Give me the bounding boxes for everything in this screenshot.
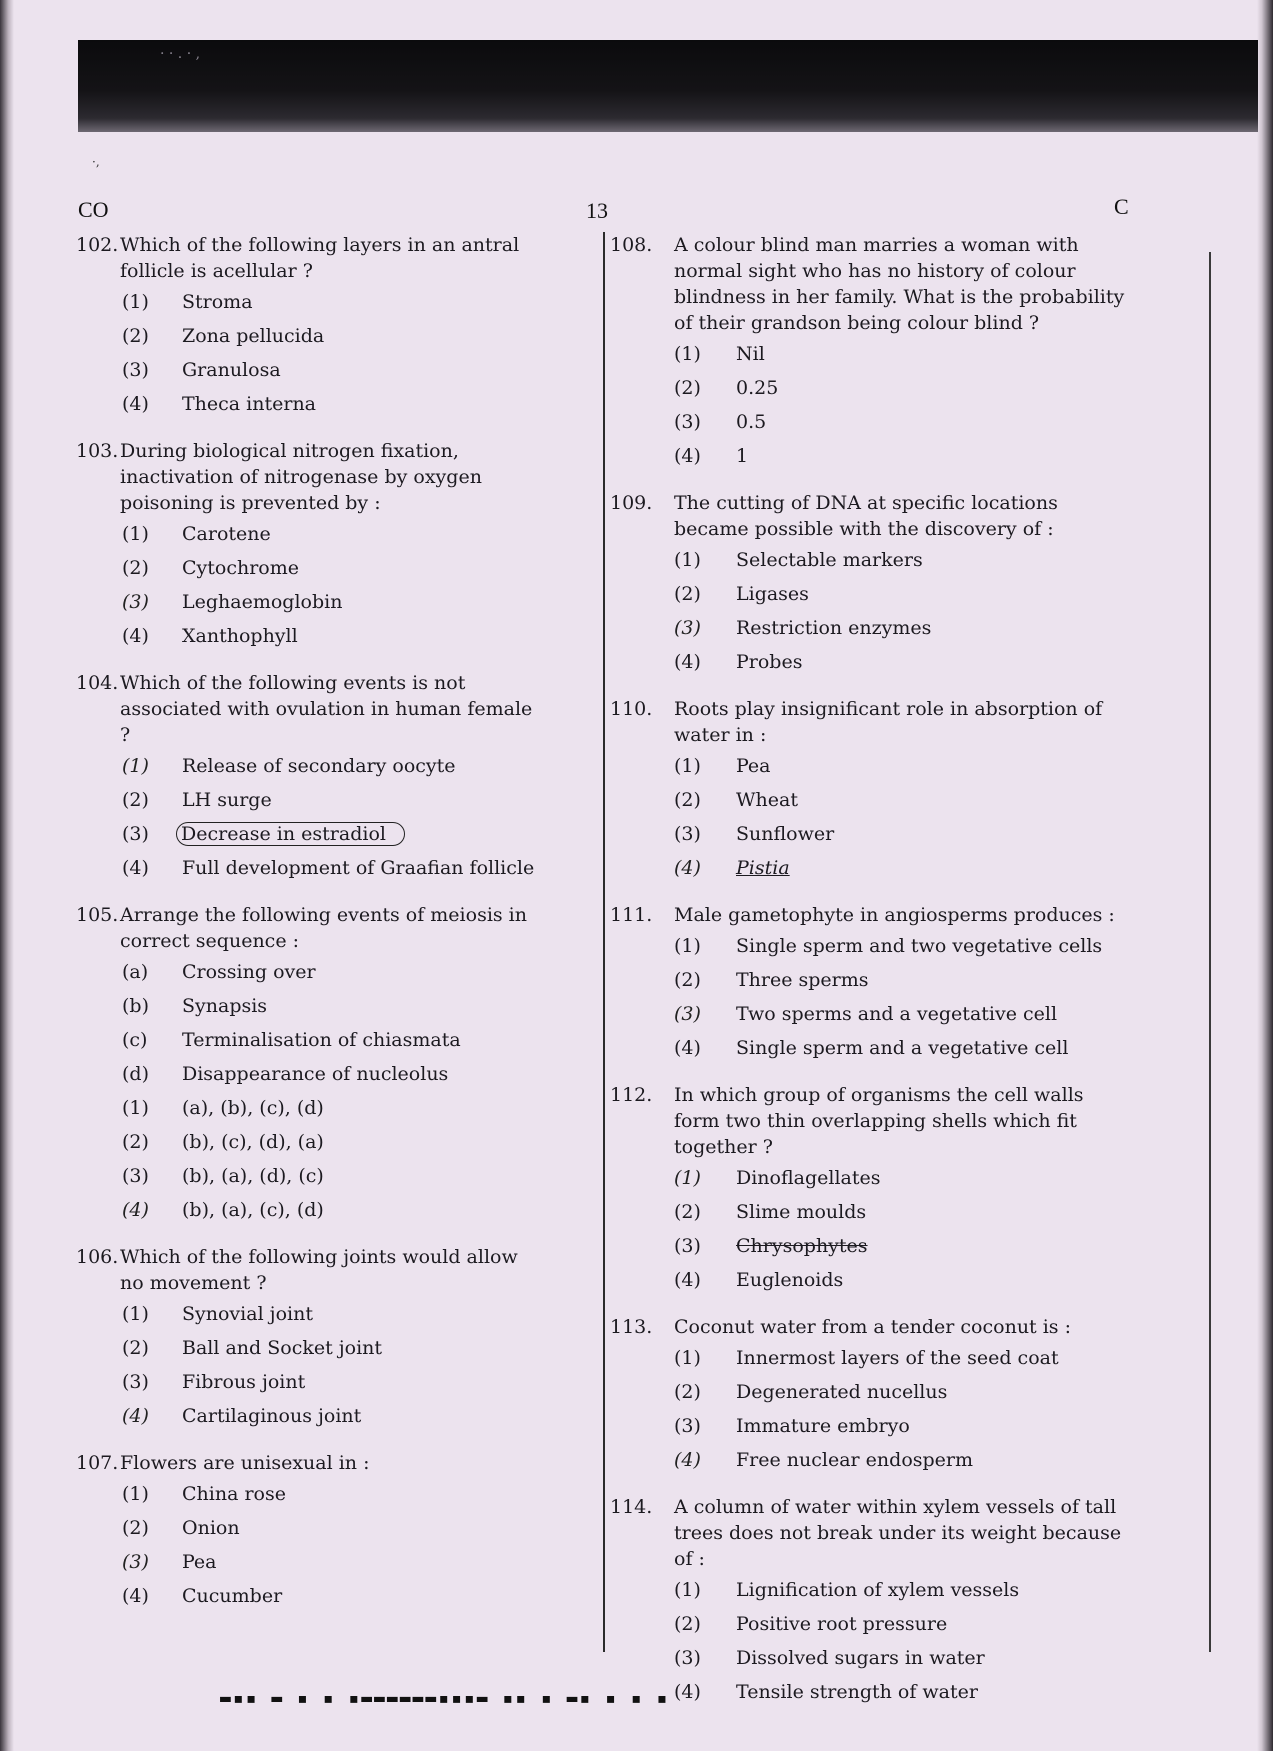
option: (2) Three sperms — [674, 969, 869, 991]
page-number: 13 — [586, 198, 608, 223]
question-105: 105. Arrange the following events of meiosis in correct sequence : (a) Crossing over (b) Synapsis (c) Terminalisation of chiasmata (d) Disappearance of nucleolus (1) (a), (b), (c), (d) (2) (b), (c), (d), (a) (3) (b), (a), (d), (c) (4) (b), (a), (c), (d) — [76, 902, 546, 1222]
question-106: 106. Which of the following joints would allow no movement ? (1) Synovial joint (2) Ball and Socket joint (3) Fibrous joint (4) Cartilaginous joint — [76, 1244, 546, 1428]
option: (1) Lignification of xylem vessels — [674, 1579, 1020, 1601]
option: (4) Theca interna — [122, 393, 317, 415]
option: (3) Immature embryo — [674, 1415, 910, 1437]
option: (1) Synovial joint — [122, 1303, 313, 1325]
option: (4) Tensile strength of water — [674, 1681, 978, 1703]
option: (1) Selectable markers — [674, 549, 923, 571]
column-divider — [603, 232, 605, 1652]
option: (1) Pea — [674, 755, 771, 777]
option-marked: (3) Pea — [122, 1551, 217, 1573]
option: (4) Cucumber — [122, 1585, 283, 1607]
option-marked: (4) (b), (a), (c), (d) — [122, 1199, 324, 1221]
option: (3) (b), (a), (d), (c) — [122, 1165, 324, 1187]
right-column — [610, 232, 1135, 1726]
question-102 — [76, 232, 546, 416]
option: (3) 0.5 — [674, 411, 767, 433]
option-marked: (4) Free nuclear endosperm — [674, 1449, 974, 1471]
option: (2) (b), (c), (d), (a) — [122, 1131, 324, 1153]
header-specks: · · . · , — [160, 46, 201, 62]
header-band — [78, 40, 1258, 132]
option: (2) 0.25 — [674, 377, 779, 399]
question-104: 104. Which of the following events is not associated with ovulation in human female ? (1) Release of secondary oocyte (2) LH surge (3) Decrease in estradiol (4) Full development of Graafian follicle — [76, 670, 546, 880]
question-114: 114. A column of water within xylem vessels of tall trees does not break under its weight because of : (1) Lignification of xylem vessels (2) Positive root pressure (3) Dissolved sugars in water (4) Tensile strength of water — [610, 1494, 1135, 1704]
booklet-code-left: CO — [78, 197, 109, 222]
option: (4) 1 — [674, 445, 749, 467]
question-112: 112. In which group of organisms the cell walls form two thin overlapping shells which fit together ? (1) Dinoflagellates (2) Slime moulds (3) Chrysophytes (4) Euglenoids — [610, 1082, 1135, 1292]
right-margin-rule — [1209, 252, 1211, 1652]
option: (1) Carotene — [122, 523, 271, 545]
option: (2) LH surge — [122, 789, 272, 811]
event-item: (a) Crossing over — [122, 961, 316, 983]
event-item: (b) Synapsis — [122, 995, 268, 1017]
question-111: 111. Male gametophyte in angiosperms produces : (1) Single sperm and two vegetative cells (2) Three sperms (3) Two sperms and a vegetative cell (4) Single sperm and a vegetative cell — [610, 902, 1135, 1060]
question-text: Which of the following layers in an antral follicle is acellular ? — [120, 234, 520, 282]
option: (2) Zona pellucida — [122, 325, 325, 347]
scan-edge-right — [1257, 0, 1273, 1751]
option: (2) Positive root pressure — [674, 1613, 948, 1635]
option: (2) Cytochrome — [122, 557, 300, 579]
option-marked: (1) Dinoflagellates — [674, 1167, 881, 1189]
option-marked: (1) Release of secondary oocyte — [122, 755, 456, 777]
option: (1) Stroma — [122, 291, 253, 313]
event-item: (c) Terminalisation of chiasmata — [122, 1029, 461, 1051]
left-column — [76, 232, 546, 1630]
option: (1) China rose — [122, 1483, 286, 1505]
option: (2) Slime moulds — [674, 1201, 867, 1223]
option: (2) Degenerated nucellus — [674, 1381, 948, 1403]
question-113: 113. Coconut water from a tender coconut is : (1) Innermost layers of the seed coat (2) Degenerated nucellus (3) Immature embryo (4) Free nuclear endosperm — [610, 1314, 1135, 1472]
question-109: 109. The cutting of DNA at specific locations became possible with the discovery of : (1) Selectable markers (2) Ligases (3) Restriction enzymes (4) Probes — [610, 490, 1135, 674]
option: (1) Nil — [674, 343, 765, 365]
option: (4) Euglenoids — [674, 1269, 844, 1291]
scan-edge-left — [0, 0, 14, 1751]
question-110: 110. Roots play insignificant role in absorption of water in : (1) Pea (2) Wheat (3) Sunflower (4) Pistia — [610, 696, 1135, 880]
option-marked: (3) Restriction enzymes — [674, 617, 932, 639]
question-107: 107. Flowers are unisexual in : (1) China rose (2) Onion (3) Pea (4) Cucumber — [76, 1450, 546, 1608]
option: (3) Decrease in estradiol — [76, 822, 546, 846]
option: (2) Ball and Socket joint — [122, 1337, 383, 1359]
option: (2) Wheat — [674, 789, 798, 811]
booklet-code-right: C — [1114, 194, 1129, 219]
option-marked: (3) Two sperms and a vegetative cell — [674, 1003, 1058, 1025]
option: (3) Sunflower — [674, 823, 835, 845]
question-number: 102. — [76, 234, 119, 256]
option-struck: (3) Chrysophytes — [674, 1235, 868, 1257]
option: (4) Full development of Graafian follicle — [122, 857, 535, 879]
option: (3) Granulosa — [122, 359, 281, 381]
option-marked: (3) Leghaemoglobin — [122, 591, 343, 613]
option: (4) Single sperm and a vegetative cell — [674, 1037, 1069, 1059]
question-108: 108. A colour blind man marries a woman with normal sight who has no history of colour blindness in her family. What is the probability of their grandson being colour blind ? (1) Nil (2) 0.25 (3) 0.5 (4) 1 — [610, 232, 1135, 468]
footer-scan-noise: ▬▪▪ ▬ ▪ ▪ ▪▬▬▬▬▬▬▪▪▪▬ ▪▪ ▪ ▬▪ ▪ ▪ ▪ — [220, 1688, 670, 1709]
option: (4) Probes — [674, 651, 803, 673]
option: (1) Single sperm and two vegetative cells — [674, 935, 1103, 957]
option: (3) Dissolved sugars in water — [674, 1647, 985, 1669]
event-item: (d) Disappearance of nucleolus — [122, 1063, 449, 1085]
option: (3) Fibrous joint — [122, 1371, 306, 1393]
option-marked: (4) Pistia — [674, 857, 790, 879]
option: (1) (a), (b), (c), (d) — [122, 1097, 324, 1119]
option: (1) Innermost layers of the seed coat — [674, 1347, 1059, 1369]
option: (2) Ligases — [674, 583, 809, 605]
option-marked: (4) Cartilaginous joint — [122, 1405, 362, 1427]
scan-speck: ·, — [92, 155, 100, 169]
question-103: 103. During biological nitrogen fixation, inactivation of nitrogenase by oxygen poisoning is prevented by : (1) Carotene (2) Cytochrome (3) Leghaemoglobin (4) Xanthophyll — [76, 438, 546, 648]
option: (4) Xanthophyll — [122, 625, 298, 647]
circled-answer: Decrease in estradiol — [176, 822, 405, 846]
option: (2) Onion — [122, 1517, 240, 1539]
